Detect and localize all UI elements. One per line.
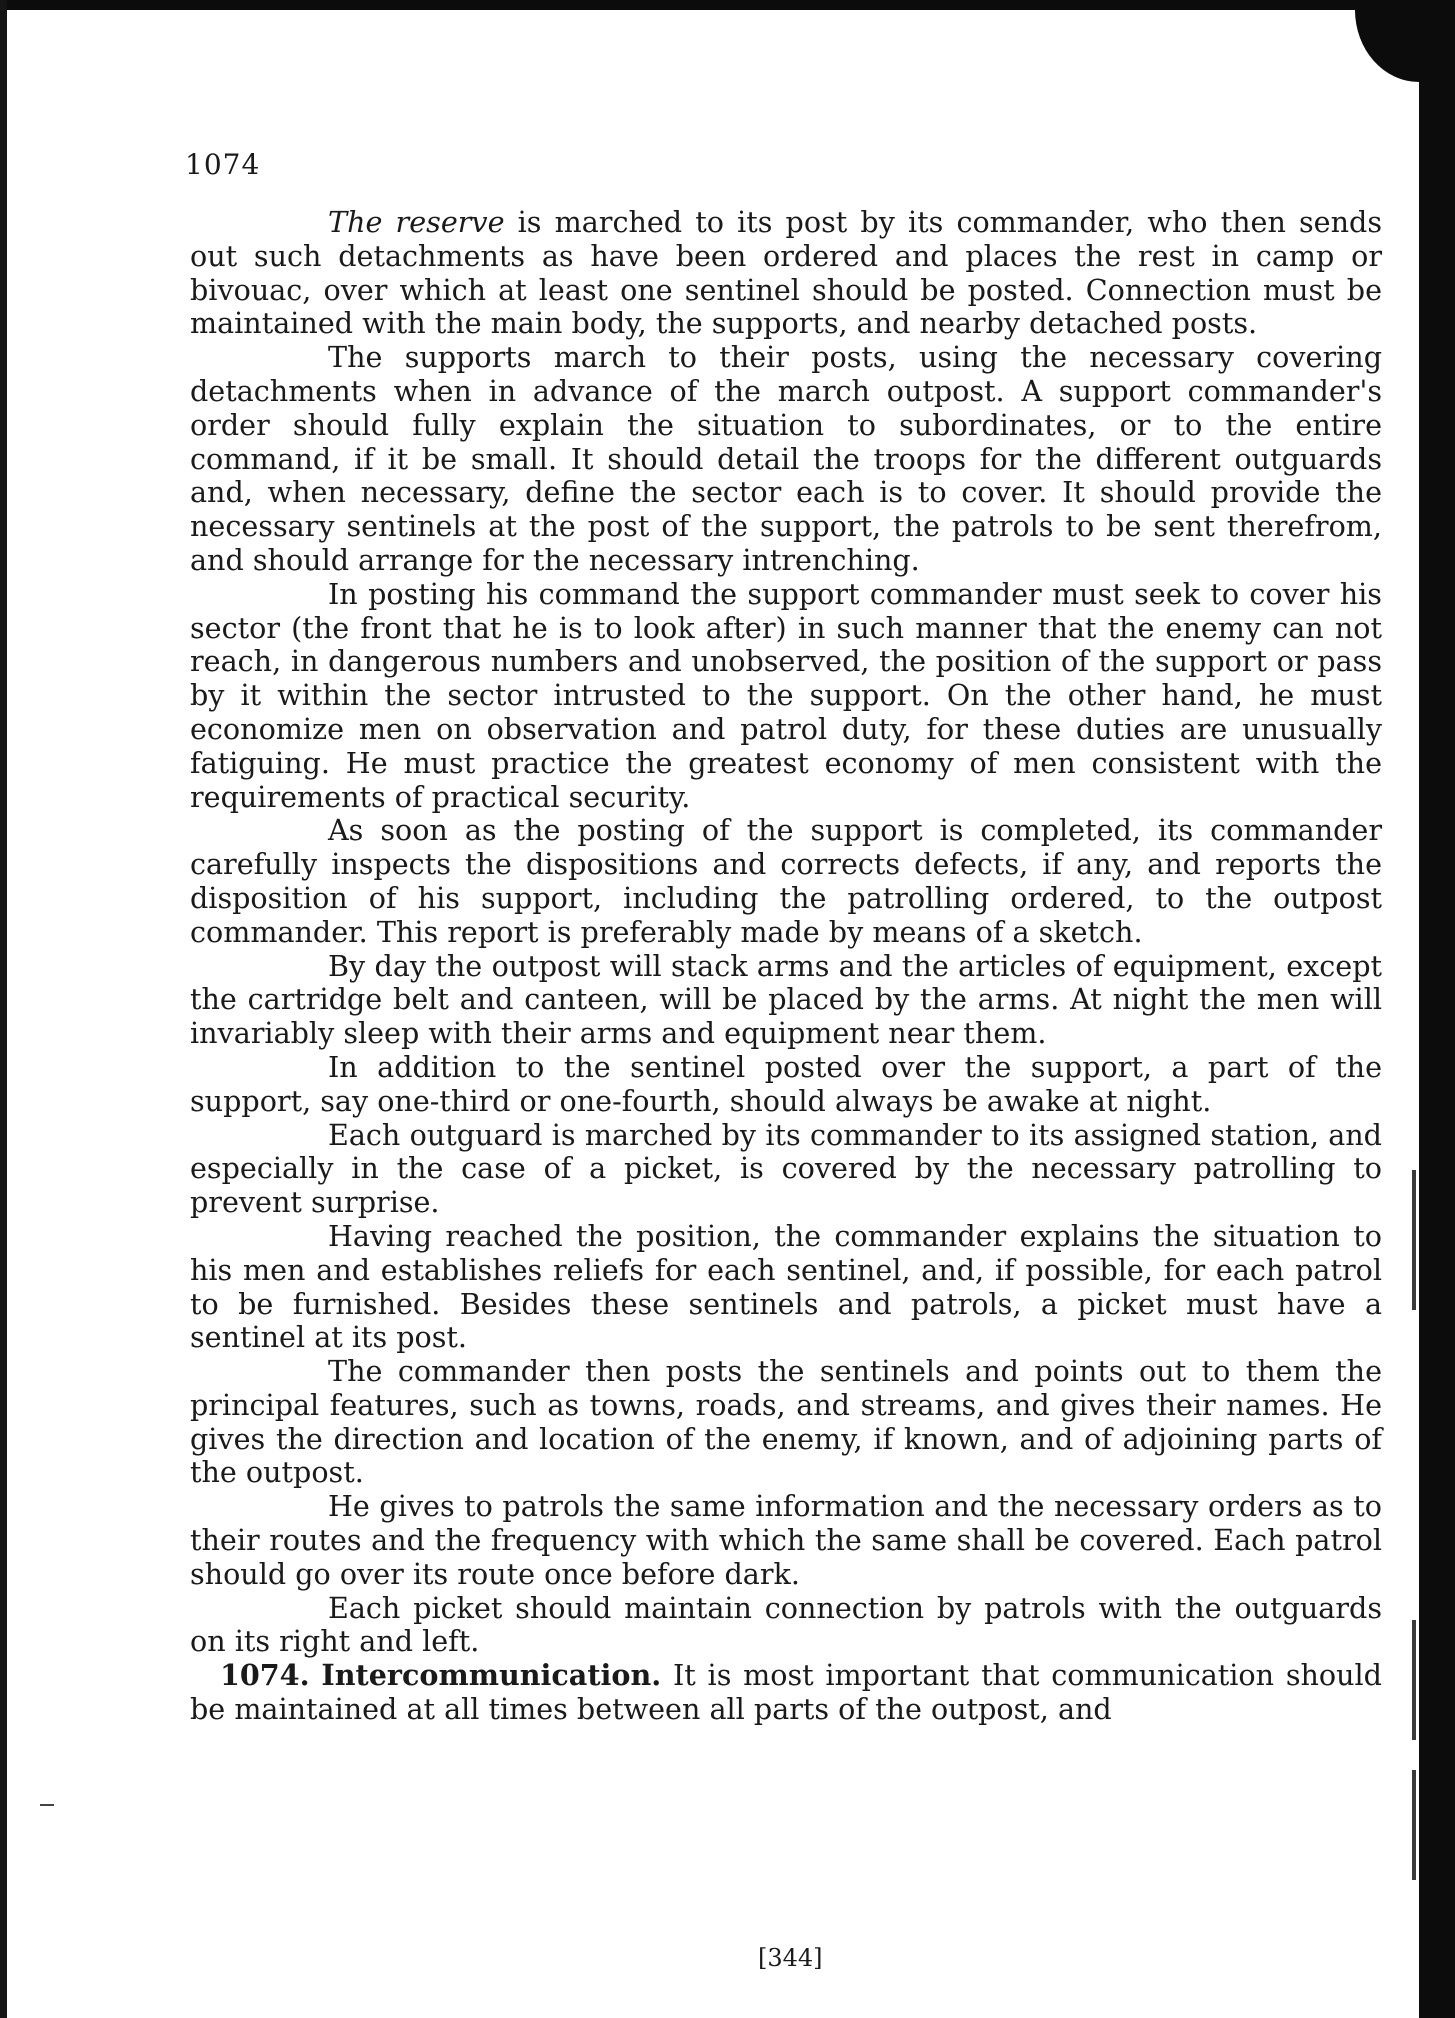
- paragraph: As soon as the posting of the support is completed, its commander carefully inspects the dispositions and corrects defects, if any, and reports the disposition of his support, including the patrolling ordered, to the outpost commander. This report is preferably made by means of a sketch.: [190, 813, 1382, 949]
- paragraph: The commander then posts the sentinels and points out to them the principal features, such as towns, roads, and streams, and gives their names. He gives the direction and location of the enemy, if known, and of adjoining parts of the outpost.: [190, 1354, 1382, 1490]
- margin-scan-mark: [1412, 1770, 1416, 1880]
- footer-page-number: [344]: [758, 1944, 823, 1972]
- running-page-number: 1074: [185, 148, 261, 181]
- paragraph: The supports march to their posts, using the necessary covering detachments when in advance of the march outpost. A support commander's order should fully explain the situation to subordinates, or to the entire command, if it be small. It should detail the troops for the different outguards and, when necessary, define the sector each is to cover. It should provide the necessary sentinels at the post of the support, the patrols to be sent therefrom, and should arrange for the necessary intrenching.: [190, 340, 1382, 577]
- paragraph: In posting his command the support commander must seek to cover his sector (the front that he is to look after) in such manner that the enemy can not reach, in dangerous numbers and unobserved, the position of the support or pass by it within the sector intrusted to the support. On the other hand, he must economize men on observation and patrol duty, for these duties are unusually fatiguing. He must practice the greatest economy of men consistent with the requirements of practical security.: [190, 576, 1382, 814]
- paragraph: The reserve is marched to its post by its commander, who then sends out such detachments as have been ordered and places the rest in camp or bivouac, over which at least one sentinel should be posted. Connection must be maintained with the main body, the supports, and nearby detached posts.: [190, 205, 1382, 341]
- margin-scan-mark: [1412, 1170, 1416, 1310]
- paragraph: By day the outpost will stack arms and the articles of equipment, except the cartridge belt and canteen, will be placed by the arms. At night the men will invariably sleep with their arms and equipment near them.: [190, 948, 1382, 1051]
- italic-lead: The reserve: [328, 205, 505, 239]
- margin-scan-mark: [1412, 1620, 1416, 1740]
- scan-left-edge: [0, 0, 7, 2018]
- paragraph: In addition to the sentinel posted over the support, a part of the support, say one-third or one-fourth, should always be awake at night.: [190, 1049, 1382, 1118]
- margin-scan-mark: [40, 1804, 54, 1806]
- paragraph: Each outguard is marched by its commander to its assigned station, and especially in the case of a picket, is covered by the necessary patrolling to prevent surprise.: [190, 1117, 1382, 1220]
- paragraph: Having reached the position, the commander explains the situation to his men and establishes reliefs for each sentinel, and, if possible, for each patrol to be furnished. Besides these sentinels and patrols, a picket must have a sentinel at its post.: [190, 1218, 1382, 1355]
- paragraph: Each picket should maintain connection by patrols with the outguards on its right and left.: [190, 1590, 1382, 1659]
- scan-top-edge: [0, 0, 1455, 10]
- section-number: 1074.: [220, 1658, 310, 1693]
- page-body: [190, 206, 1382, 1727]
- scan-right-edge: [1419, 0, 1455, 2018]
- section-paragraph: 1074. Intercommunication. It is most important that communication should be maintained at all times between all parts of the outpost, and: [190, 1658, 1382, 1727]
- paragraph: He gives to patrols the same information and the necessary orders as to their routes and the frequency with which the same shall be covered. Each patrol should go over its route once before dark.: [190, 1489, 1382, 1591]
- page-curl-shadow: [1355, 10, 1419, 82]
- section-heading: Intercommunication.: [321, 1658, 662, 1693]
